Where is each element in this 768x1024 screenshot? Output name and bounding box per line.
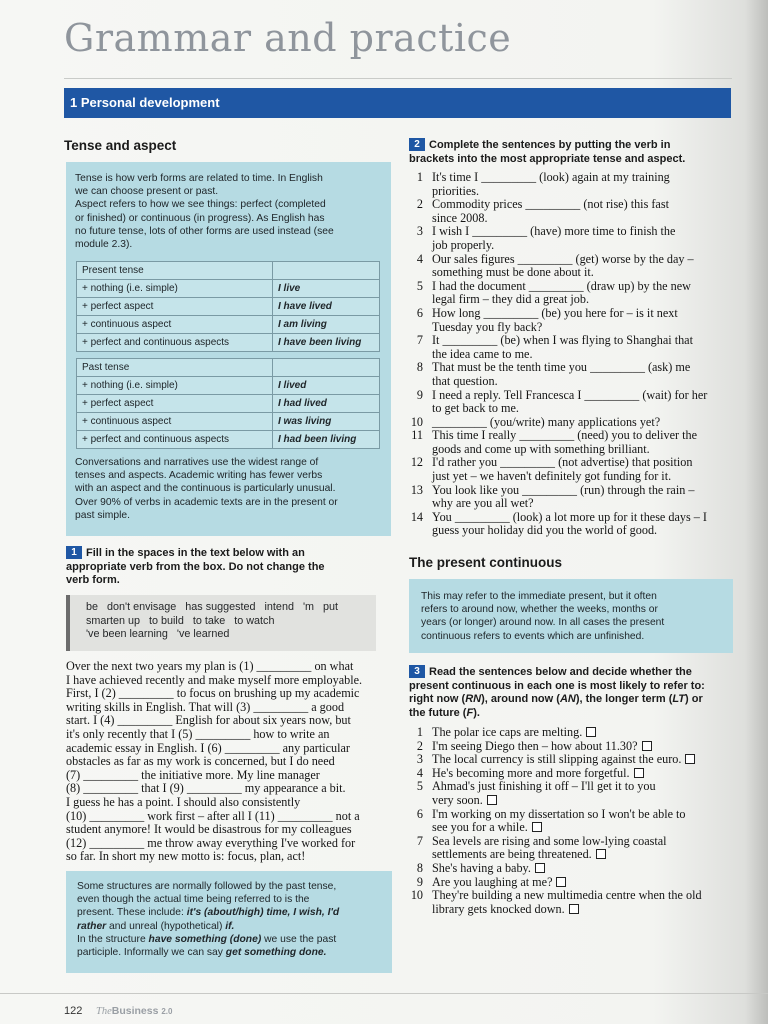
section-header-bar: 1 Personal development — [64, 88, 731, 118]
item-number: 5 — [416, 278, 423, 293]
item-number: 2 — [416, 738, 423, 753]
outro-line: Over 90% of verbs in academic texts are in the present or — [75, 496, 338, 508]
instruction-line: verb form. — [66, 574, 120, 586]
table-row — [77, 413, 380, 431]
text-line: so far. In short my new motto is: focus, plan, act! — [66, 849, 306, 864]
text-line: obstacles as far as my work is concerned, but I do need — [66, 754, 335, 769]
answer-checkbox[interactable] — [634, 768, 644, 778]
note-text: we use the past — [261, 933, 337, 945]
item-line: He's becoming more and more forgetful. — [432, 765, 630, 780]
item-line: legal firm – they did a great job. — [432, 292, 590, 307]
item-line: the idea came to me. — [432, 346, 533, 361]
word-box-line: be don't envisage has suggested intend 'm put — [86, 601, 339, 613]
item-number: 10 — [410, 888, 423, 903]
answer-checkbox[interactable] — [556, 877, 566, 887]
item-line: Ahmad's just finishing it off – I'll get it to you — [432, 779, 656, 794]
instruction-line: present continuous in each one is most likely to refer to: — [409, 679, 705, 692]
item-number: 1 — [416, 725, 423, 739]
table-row — [77, 262, 380, 280]
answer-checkbox[interactable] — [685, 754, 695, 764]
footer-divider — [0, 993, 768, 994]
item-number: 12 — [410, 455, 423, 470]
present-tense-table — [76, 261, 380, 352]
exercise-1-instruction — [66, 546, 325, 588]
item-number: 3 — [416, 752, 423, 767]
instruction-line: Fill in the spaces in the text below with an — [86, 547, 305, 559]
brand-name: Business — [111, 1005, 159, 1017]
item-number: 4 — [416, 765, 423, 780]
instruction-line: Read the sentences below and decide whether the — [429, 666, 692, 678]
item-line: library gets knocked down. — [432, 901, 565, 916]
text-line: (7) _________ the initiative more. My line manager — [66, 767, 320, 782]
item-number: 6 — [416, 305, 423, 320]
note-emphasis: have something (done) — [148, 933, 262, 945]
table-cell: I had lived — [273, 395, 380, 413]
note-line: This may refer to the immediate present, but it often — [421, 591, 657, 602]
item-line: You look like you _________ (run) through the rain – — [432, 482, 695, 497]
text-line: I have achieved recently and make myself more employable. — [66, 672, 363, 687]
word-box-line: smarten up to build to take to watch — [86, 614, 275, 627]
item-line: I'd rather you _________ (not advertise) that position — [432, 455, 693, 470]
item-number: 5 — [416, 779, 423, 794]
list-item — [405, 429, 735, 456]
list-item — [405, 307, 735, 334]
note-line: refers to around now, whether the weeks, months or — [421, 604, 658, 616]
note-line — [77, 906, 392, 919]
item-number: 3 — [416, 224, 423, 239]
present-continuous-box — [409, 579, 733, 653]
item-line: settlements are being threatened. — [432, 847, 592, 862]
text-line: (12) _________ me throw away everything I've worked for — [66, 835, 356, 850]
text-line: First, I (2) _________ to focus on brushing up my academic — [66, 686, 360, 701]
text-line: I guess he has a point. I should also consistently — [66, 794, 301, 809]
table-cell: + continuous aspect — [77, 413, 273, 431]
instruction-line: brackets into the most appropriate tense and aspect. — [409, 152, 686, 165]
answer-checkbox[interactable] — [596, 849, 606, 859]
text-line: academic essay in English. I (6) _________ any particular — [66, 740, 350, 755]
tense-aspect-outro — [75, 456, 338, 522]
item-line: something must be done about it. — [432, 265, 594, 280]
item-line: why are you all wet? — [432, 496, 534, 511]
word-box-line: 've been learning 've learned — [86, 628, 230, 640]
past-tense-table — [76, 358, 380, 449]
list-item — [405, 726, 735, 740]
item-line: The local currency is still slipping against the euro. — [432, 752, 682, 767]
item-line: It _________ (be) when I was flying to Shanghai that — [432, 333, 693, 348]
table-row — [77, 359, 380, 377]
answer-checkbox[interactable] — [586, 727, 596, 737]
list-item — [405, 253, 735, 280]
list-item — [405, 740, 735, 754]
item-line: goods and come up with something brilliant. — [432, 441, 650, 456]
note-line: continuous refers to events which are unfinished. — [421, 630, 645, 642]
list-item — [405, 456, 735, 483]
note-line: even though the actual time being referred to is the — [77, 894, 310, 906]
exercise-number-badge: 1 — [66, 546, 82, 559]
page-number: 122 — [64, 1005, 83, 1017]
instruction-line: Complete the sentences by putting the verb in — [429, 139, 671, 151]
present-continuous-heading: The present continuous — [409, 555, 563, 570]
item-number: 7 — [416, 333, 423, 348]
intro-line: Tense is how verb forms are related to time. In English — [75, 173, 323, 184]
item-number: 4 — [416, 251, 423, 266]
intro-line: Aspect refers to how we see things: perfect (completed — [75, 199, 326, 211]
intro-line: no future tense, lots of other forms are used instead (see — [75, 225, 334, 237]
table-cell: + perfect and continuous aspects — [77, 431, 273, 449]
item-line: This time I really _________ (need) you to deliver the — [432, 428, 698, 443]
table-cell: I lived — [273, 377, 380, 395]
exercise-2-instruction — [409, 138, 685, 166]
item-number: 9 — [416, 874, 423, 889]
item-line: that question. — [432, 373, 498, 388]
list-item — [405, 171, 735, 198]
table-row — [77, 298, 380, 316]
table-row — [77, 334, 380, 352]
answer-checkbox[interactable] — [642, 741, 652, 751]
item-number: 7 — [416, 833, 423, 848]
table-cell: + nothing (i.e. simple) — [77, 377, 273, 395]
exercise-1-text — [66, 660, 392, 864]
item-line: job properly. — [432, 237, 495, 252]
list-item — [405, 334, 735, 361]
note-text: participle. Informally we can say — [77, 947, 226, 959]
item-number: 1 — [416, 170, 423, 184]
list-item — [405, 835, 735, 862]
item-line: I need a reply. Tell Francesca I _________ (wait) for her — [432, 387, 708, 402]
word-box — [66, 595, 376, 651]
item-line: I'm seeing Diego then – how about 11.30? — [432, 738, 638, 753]
list-item — [405, 862, 735, 876]
item-line: priorities. — [432, 183, 480, 198]
item-line: just yet – we haven't definitely got funding for it. — [432, 469, 672, 484]
answer-checkbox[interactable] — [532, 822, 542, 832]
list-item — [405, 511, 735, 538]
past-tense-note-box — [66, 871, 392, 973]
intro-line: module 2.3). — [75, 239, 133, 251]
item-number: 8 — [416, 860, 423, 875]
note-emphasis: rather — [77, 920, 107, 932]
instruction-line: right now (RN), around now (AN), the longer term (LT) or — [409, 693, 703, 705]
table-cell: I live — [273, 280, 380, 298]
item-line: _________ (you/write) many applications yet? — [432, 414, 661, 429]
answer-checkbox[interactable] — [535, 863, 545, 873]
table-cell: I have lived — [273, 298, 380, 316]
note-emphasis: it's (about/high) time, I wish, I'd — [186, 907, 340, 919]
item-line: I'm working on my dissertation so I won't be able to — [432, 806, 686, 821]
item-line: Sea levels are rising and some low-lying coastal — [432, 833, 667, 848]
item-line: She's having a baby. — [432, 860, 531, 875]
item-line: Are you laughing at me? — [432, 874, 553, 889]
item-line: They're building a new multimedia centre when the old — [432, 888, 702, 903]
table-row — [77, 280, 380, 298]
exercise-3-list — [405, 726, 735, 916]
tense-aspect-heading: Tense and aspect — [64, 138, 177, 153]
item-line: I wish I _________ (have) more time to finish the — [432, 224, 676, 239]
item-number: 13 — [410, 482, 423, 497]
book-brand — [96, 1005, 172, 1017]
table-cell: Present tense — [77, 262, 273, 280]
list-item — [405, 780, 735, 807]
table-cell — [273, 359, 380, 377]
item-number: 14 — [410, 509, 423, 524]
tense-aspect-intro — [75, 172, 334, 251]
item-line: How long _________ (be) you here for – is it next — [432, 305, 678, 320]
table-cell: + perfect aspect — [77, 298, 273, 316]
note-text: In the structure — [77, 933, 149, 945]
list-item — [405, 889, 735, 916]
instruction-line: the future (F). — [409, 706, 480, 719]
note-line — [77, 946, 392, 959]
exercise-3-instruction — [409, 665, 705, 720]
table-cell: I was living — [273, 413, 380, 431]
page-title: Grammar and practice — [64, 16, 512, 60]
table-cell: Past tense — [77, 359, 273, 377]
list-item — [405, 808, 735, 835]
note-emphasis: if. — [225, 920, 235, 932]
item-line: to get back to me. — [432, 401, 519, 416]
table-row — [77, 377, 380, 395]
table-cell: I have been living — [273, 334, 380, 352]
table-row — [77, 395, 380, 413]
note-line — [77, 920, 392, 933]
table-cell: + nothing (i.e. simple) — [77, 280, 273, 298]
list-item — [405, 225, 735, 252]
note-line — [77, 933, 392, 946]
item-line: guess your holiday did you the world of good. — [432, 523, 658, 538]
exercise-2-list — [405, 171, 735, 538]
intro-line: or finished) or continuous (in progress). As English has — [75, 212, 325, 224]
list-item — [405, 416, 735, 430]
item-line: It's time I _________ (look) again at my training — [432, 170, 670, 184]
intro-line: we can choose present or past. — [75, 186, 219, 198]
tense-aspect-box — [66, 162, 391, 536]
table-row — [77, 431, 380, 449]
list-item — [405, 280, 735, 307]
item-number: 10 — [410, 414, 423, 429]
title-divider — [64, 78, 732, 79]
list-item — [405, 484, 735, 511]
text-line: student anymore! It would be disastrous for my colleagues — [66, 822, 352, 837]
item-line: Our sales figures _________ (get) worse by the day – — [432, 251, 694, 266]
item-number: 11 — [411, 428, 423, 443]
instruction-line: appropriate verb from the box. Do not change the — [66, 560, 325, 573]
table-cell: + continuous aspect — [77, 316, 273, 334]
list-item — [405, 198, 735, 225]
note-text: and unreal (hypothetical) — [106, 920, 226, 932]
table-cell: I am living — [273, 316, 380, 334]
text-line: (8) _________ that I (9) _________ my appearance a bit. — [66, 781, 346, 796]
item-line: The polar ice caps are melting. — [432, 725, 583, 739]
answer-checkbox[interactable] — [487, 795, 497, 805]
item-line: That must be the tenth time you _________ (ask) me — [432, 360, 691, 375]
text-line: (10) _________ work first – after all I (11) _________ not a — [66, 808, 360, 823]
outro-line: Conversations and narratives use the widest range of — [75, 457, 319, 468]
item-line: Commodity prices _________ (not rise) this fast — [432, 197, 669, 212]
item-line: since 2008. — [432, 210, 488, 225]
list-item — [405, 389, 735, 416]
item-line: I had the document _________ (draw up) by the new — [432, 278, 691, 293]
answer-checkbox[interactable] — [569, 904, 579, 914]
exercise-number-badge: 3 — [409, 665, 425, 678]
item-line: You _________ (look) a lot more up for it these days – I — [432, 509, 707, 524]
text-line: it's only recently that I (5) _________ how to write an — [66, 726, 330, 741]
table-row — [77, 316, 380, 334]
outro-line: past simple. — [75, 509, 130, 521]
item-number: 8 — [416, 360, 423, 375]
list-item — [405, 753, 735, 767]
text-line: start. I (4) _________ English for about six years now, but — [66, 713, 351, 728]
exercise-number-badge: 2 — [409, 138, 425, 151]
brand-prefix: The — [96, 1006, 112, 1017]
table-cell: I had been living — [273, 431, 380, 449]
brand-suffix: 2.0 — [161, 1007, 173, 1016]
item-number: 9 — [416, 387, 423, 402]
text-line: Over the next two years my plan is (1) _________ on what — [66, 659, 354, 673]
note-text: present. These include: — [77, 907, 187, 919]
item-line: Tuesday you fly back? — [432, 319, 543, 334]
item-number: 6 — [416, 806, 423, 821]
note-line: Some structures are normally followed by the past tense, — [77, 881, 337, 892]
item-line: very soon. — [432, 792, 483, 807]
outro-line: tenses and aspects. Academic writing has fewer verbs — [75, 470, 323, 482]
table-cell: + perfect aspect — [77, 395, 273, 413]
list-item — [405, 876, 735, 890]
item-number: 2 — [416, 197, 423, 212]
list-item — [405, 767, 735, 781]
table-cell: + perfect and continuous aspects — [77, 334, 273, 352]
text-line: writing skills in English. That will (3) _________ a good — [66, 699, 345, 714]
note-line: years (or longer) around now. In all cases the present — [421, 617, 665, 629]
list-item — [405, 361, 735, 388]
note-emphasis: get something done. — [225, 947, 327, 959]
outro-line: with an aspect and the continuous is particularly unusual. — [75, 483, 336, 495]
item-line: see you for a while. — [432, 820, 528, 835]
table-cell — [273, 262, 380, 280]
